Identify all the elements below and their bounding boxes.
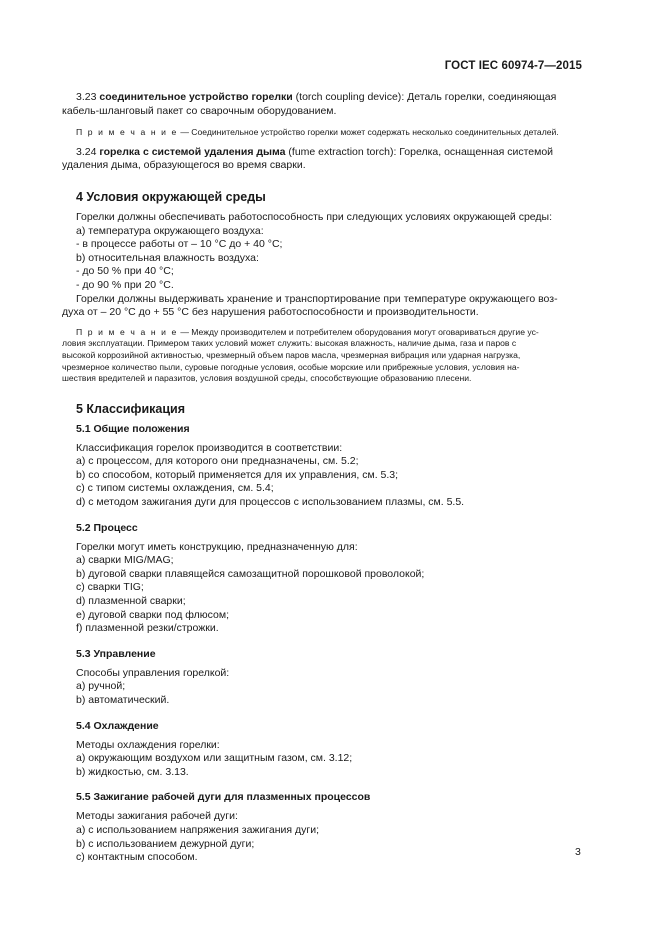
- list-item: b) с использованием дежурной дуги;: [76, 837, 255, 850]
- definition-term: соединительное устройство горелки: [99, 91, 293, 103]
- page-number: 3: [575, 846, 581, 858]
- list-item: a) с процессом, для которого они предназначены, см. 5.2;: [76, 455, 359, 468]
- storage-text: [62, 293, 584, 320]
- subsection-5-1-title: 5.1 Общие положения: [76, 422, 190, 435]
- definition-text-cont: кабель-шланговый пакет со сварочным оборудованием.: [62, 104, 337, 117]
- subsection-5-4-title: 5.4 Охлаждение: [76, 719, 159, 732]
- note-text: — Соединительное устройство горелки может содержать несколько соединительных деталей.: [180, 127, 559, 138]
- list-item: b) дуговой сварки плавящейся самозащитной порошковой проволокой;: [76, 567, 425, 580]
- list-item: a) сварки MIG/MAG;: [76, 554, 174, 567]
- subsection-5-2-title: 5.2 Процесс: [76, 521, 138, 534]
- definition-english: (fume extraction torch): [288, 145, 394, 158]
- section-5-title: 5 Классификация: [76, 401, 186, 416]
- list-item: - до 50 % при 40 °С;: [76, 265, 174, 278]
- page-content: [62, 91, 584, 865]
- definition-english: (torch coupling device): [295, 91, 402, 103]
- list-item: a) ручной;: [76, 680, 126, 693]
- list-item: c) сварки TIG;: [76, 581, 144, 594]
- subsection-intro: Классификация горелок производится в соответствии:: [76, 441, 343, 454]
- definition-text: : Горелка, оснащенная системой: [393, 145, 554, 158]
- list-item: - до 90 % при 20 °С.: [76, 278, 174, 291]
- subsection-intro: Методы охлаждения горелки:: [76, 738, 220, 751]
- list-item: f) плазменной резки/строжки.: [76, 622, 219, 635]
- list-item: c) с типом системы охлаждения, см. 5.4;: [76, 482, 274, 495]
- definition-text-cont: удаления дыма, образующегося во время сварки.: [62, 159, 306, 172]
- list-item: d) с методом зажигания дуги для процессов с использованием плазмы, см. 5.5.: [76, 496, 465, 509]
- subsection-intro: Методы зажигания рабочей дуги:: [76, 810, 238, 823]
- section-4-intro: Горелки должны обеспечивать работоспособность при следующих условиях окружающей среды:: [76, 210, 552, 223]
- list-item: a) температура окружающего воздуха:: [76, 224, 264, 237]
- list-item: b) жидкостью, см. 3.13.: [76, 765, 189, 778]
- subsection-intro: Горелки могут иметь конструкцию, предназначенную для:: [76, 540, 358, 553]
- note-line: чрезмерное количество пыли, суровые погодные условия, особые морские или прибрежные условия, условия на-: [62, 361, 520, 372]
- definition-note: [62, 127, 584, 139]
- section-4-note: [62, 327, 584, 385]
- note-line: ловия эксплуатации. Примером таких условий может служить: высокая влажность, наличие дыма, газа и паров с: [62, 338, 517, 349]
- definition-number: 3.23: [76, 91, 97, 103]
- definition-3-23: [62, 91, 584, 118]
- list-item: b) относительная влажность воздуха:: [76, 251, 259, 264]
- definition-term: горелка с системой удаления дыма: [99, 145, 286, 158]
- note-line: высокой коррозийной активностью, чрезмерный объем паров масла, чрезмерная вибрация или ударная нагрузка,: [62, 349, 521, 360]
- list-item: e) дуговой сварки под флюсом;: [76, 608, 230, 621]
- list-item: d) плазменной сварки;: [76, 595, 186, 608]
- subsection-5-5-title: 5.5 Зажигание рабочей дуги для плазменных процессов: [76, 791, 371, 804]
- storage-line: Горелки должны выдерживать хранение и транспортирование при температуре окружающего воз-: [76, 292, 558, 305]
- standard-header: ГОСТ IEC 60974-7—2015: [444, 60, 582, 72]
- list-item: c) контактным способом.: [76, 851, 198, 864]
- storage-line: духа от – 20 °С до + 55 °С без нарушения работоспособности и производительности.: [62, 306, 479, 319]
- list-item: b) автоматический.: [76, 694, 170, 706]
- note-line: шествия вредителей и паразитов, условия воздушной среды, способствующие образованию плесени.: [62, 373, 472, 384]
- subsection-5-3-title: 5.3 Управление: [76, 647, 156, 660]
- definition-text: : Деталь горелки, соединяющая: [401, 91, 557, 103]
- definition-3-24: [62, 146, 584, 173]
- list-item: a) с использованием напряжения зажигания дуги;: [76, 823, 320, 836]
- section-4-title: 4 Условия окружающей среды: [76, 189, 266, 204]
- note-label: П р и м е ч а н и е: [76, 326, 178, 337]
- list-item: a) окружающим воздухом или защитным газом, см. 3.12;: [76, 752, 353, 765]
- definition-number: 3.24: [76, 145, 97, 158]
- note-label: П р и м е ч а н и е: [76, 127, 178, 138]
- subsection-intro: Способы управления горелкой:: [76, 666, 230, 679]
- note-line: — Между производителем и потребителем оборудования могут оговариваться другие ус-: [180, 326, 539, 337]
- list-item: b) со способом, который применяется для их управления, см. 5.3;: [76, 468, 399, 481]
- list-item: - в процессе работы от – 10 °С до + 40 °С;: [76, 238, 283, 251]
